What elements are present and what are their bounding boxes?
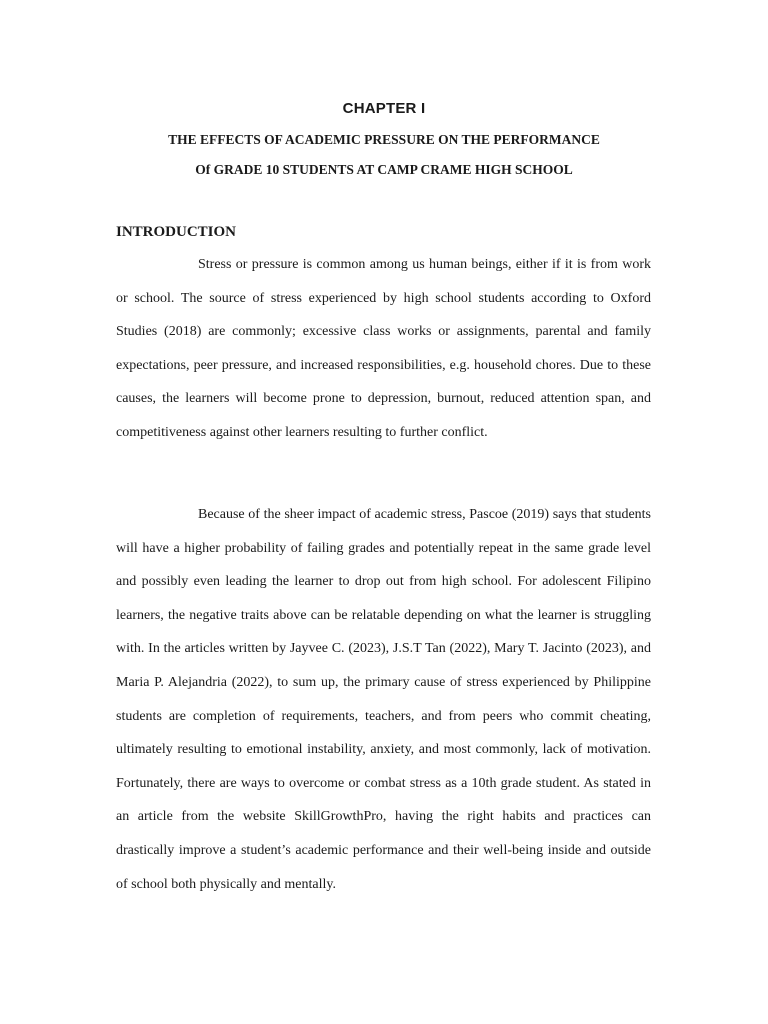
paragraph-1: Stress or pressure is common among us human beings, either if it is from work or school. The source of stress experienced by high school students according to Oxford Studies (2018) are commonly; excessive class works or assignments, parental and family expectations, peer pressure, and increased responsibilities, e.g. household chores. Due to these causes, the learners will become prone to depression, burnout, reduced attention span, and competitiveness against other learners resulting to further conflict. bbox=[116, 257, 651, 440]
document-title-line-2: Of GRADE 10 STUDENTS AT CAMP CRAME HIGH SCHOOL bbox=[195, 162, 573, 177]
document-title-line-1: THE EFFECTS OF ACADEMIC PRESSURE ON THE PERFORMANCE bbox=[168, 132, 600, 147]
section-heading: INTRODUCTION bbox=[116, 224, 237, 240]
paragraph-2: Because of the sheer impact of academic stress, Pascoe (2019) says that students will have a higher probability of failing grades and potentially repeat in the same grade level and possibly even leading the learner to drop out from high school. For adolescent Filipino learners, the negative traits above can be relatable depending on what the learner is struggling with. In the articles written by Jayvee C. (2023), J.S.T Tan (2022), Mary T. Jacinto (2023), and Maria P. Alejandria (2022), to sum up, the primary cause of stress experienced by Philippine students are completion of requirements, teachers, and from peers who commit cheating, ultimately resulting to emotional instability, anxiety, and most commonly, lack of motivation. Fortunately, there are ways to overcome or combat stress as a 10th grade student. As stated in an article from the website SkillGrowthPro, having the right habits and practices can drastically improve a student’s academic performance and their well-being inside and outside of school both physically and mentally. bbox=[116, 507, 651, 892]
chapter-label: CHAPTER I bbox=[342, 100, 426, 117]
